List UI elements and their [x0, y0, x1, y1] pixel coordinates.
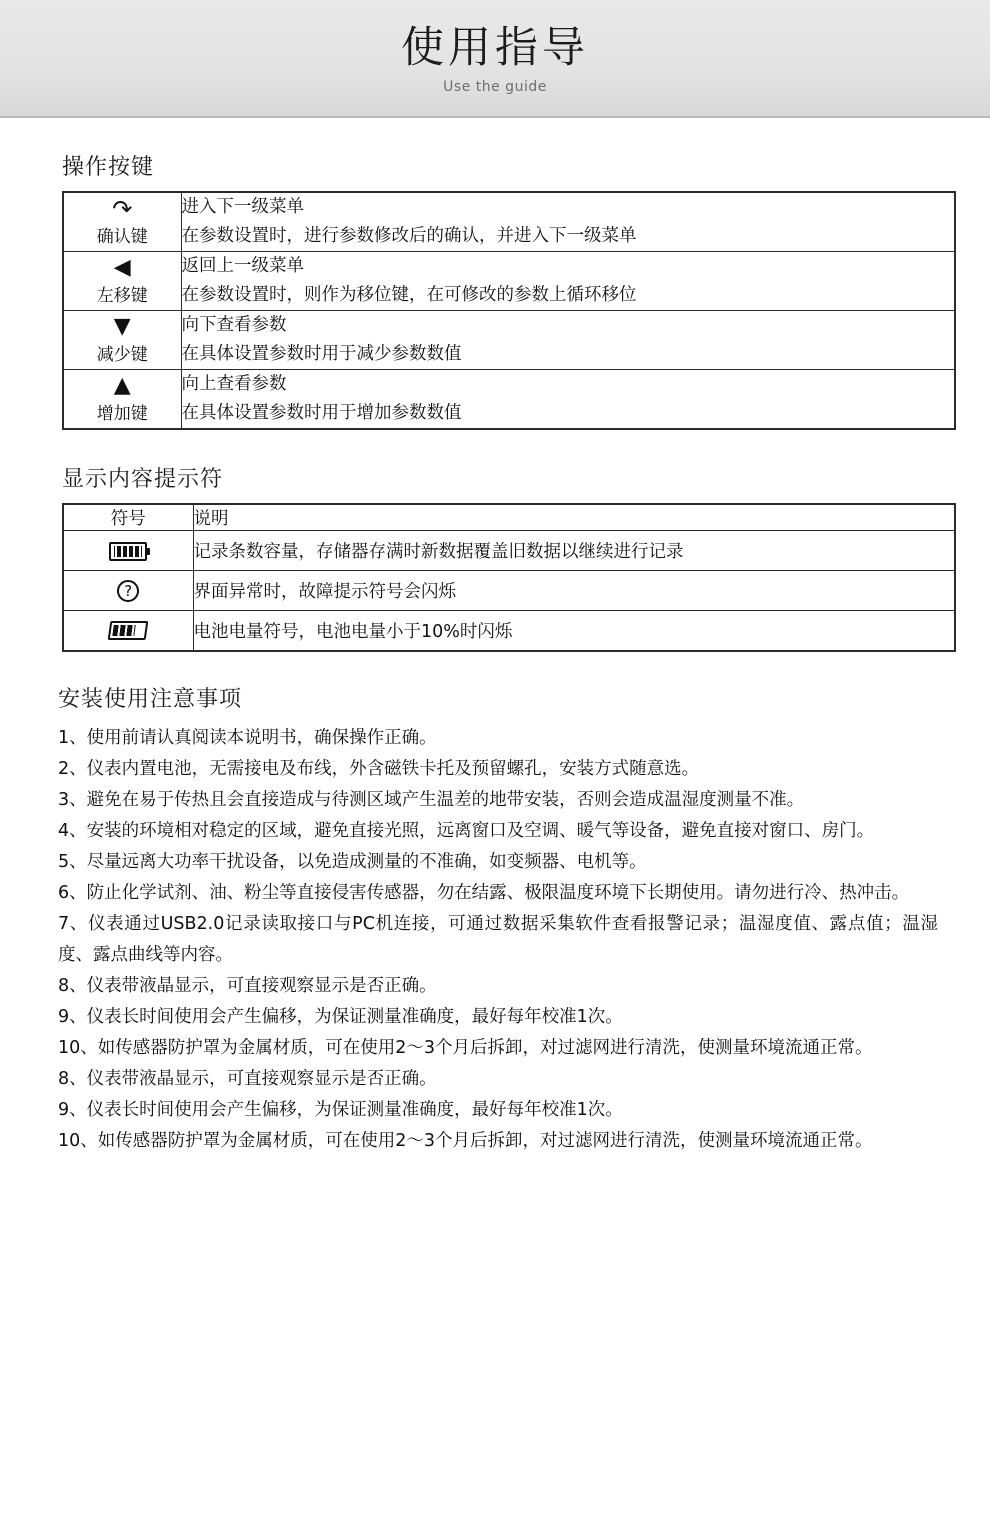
list-item: 5、尽量远离大功率干扰设备，以免造成测量的不准确，如变频器、电机等。 [58, 851, 647, 872]
list-item: 7、仪表通过USB2.0记录读取接口与PC机连接，可通过数据采集软件查看报警记录；温湿度值、露点值；温湿度、露点曲线等内容。 [58, 913, 938, 965]
enter-key-icon: ↷ [112, 195, 133, 223]
table-row [63, 370, 955, 430]
list-item: 9、仪表长时间使用会产生偏移，为保证测量准确度，最好每年校准1次。 [58, 1099, 623, 1120]
key-description-line: 进入下一级菜单 [181, 197, 304, 217]
display-symbols-table [62, 503, 956, 652]
page-title: 使用指导 [401, 23, 589, 74]
column-header-description: 说明 [193, 504, 955, 531]
section-title-symbols: 显示内容提示符 [62, 467, 224, 492]
key-description-up [181, 370, 955, 430]
battery-icon [108, 621, 149, 640]
key-description-line: 向上查看参数 [181, 374, 287, 394]
key-description-line: 向下查看参数 [181, 315, 287, 335]
list-item: 9、仪表长时间使用会产生偏移，为保证测量准确度，最好每年校准1次。 [58, 1006, 623, 1027]
list-item: 4、安装的环境相对稳定的区域，避免直接光照，远离窗口及空调、暖气等设备，避免直接对窗口、房门。 [58, 820, 875, 841]
page-body [0, 150, 990, 1157]
symbol-cell-memory [63, 531, 193, 571]
key-cell-down [63, 311, 181, 370]
operation-keys-table [62, 191, 956, 430]
symbol-cell-fault [63, 571, 193, 611]
key-description-line: 返回上一级菜单 [181, 256, 304, 276]
symbol-description: 记录条数容量，存储器存满时新数据覆盖旧数据以继续进行记录 [193, 531, 955, 571]
list-item: 2、仪表内置电池，无需接电及布线，外含磁铁卡托及预留螺孔，安装方式随意选。 [58, 758, 700, 779]
table-row [63, 611, 955, 651]
table-row [63, 311, 955, 370]
left-arrow-icon: ◀ [113, 255, 131, 280]
key-cell-up [63, 370, 181, 430]
key-description-left [181, 252, 955, 311]
key-cell-left [63, 252, 181, 311]
key-description-line: 在参数设置时，则作为移位键，在可修改的参数上循环移位 [181, 285, 637, 305]
table-header-row [63, 504, 955, 531]
key-label: 确认键 [96, 227, 148, 247]
page-subtitle: Use the guide [443, 78, 547, 95]
key-label: 增加键 [96, 404, 148, 424]
key-cell-enter [63, 192, 181, 252]
key-label: 减少键 [96, 345, 148, 365]
question-circle-icon: ? [117, 580, 139, 602]
key-description-down [181, 311, 955, 370]
installation-notes-list [48, 723, 942, 1157]
table-row [63, 531, 955, 571]
list-item: 1、使用前请认真阅读本说明书，确保操作正确。 [58, 727, 437, 748]
key-description-line: 在参数设置时，进行参数修改后的确认，并进入下一级菜单 [181, 226, 637, 246]
up-arrow-icon: ▲ [113, 373, 131, 398]
memory-bars-icon [109, 542, 147, 561]
list-item: 8、仪表带液晶显示，可直接观察显示是否正确。 [58, 975, 437, 996]
key-description-line: 在具体设置参数时用于增加参数数值 [181, 403, 462, 423]
table-row [63, 192, 955, 252]
list-item: 10、如传感器防护罩为金属材质，可在使用2～3个月后拆卸，对过滤网进行清洗，使测量环境流通正常。 [58, 1130, 873, 1151]
symbol-description: 电池电量符号，电池电量小于10%时闪烁 [193, 611, 955, 651]
key-label: 左移键 [96, 286, 148, 306]
page-header-banner [0, 0, 990, 118]
list-item: 6、防止化学试剂、油、粉尘等直接侵害传感器，勿在结露、极限温度环境下长期使用。请勿进行冷、热冲击。 [58, 882, 910, 903]
symbol-description: 界面异常时，故障提示符号会闪烁 [193, 571, 955, 611]
key-description-line: 在具体设置参数时用于减少参数数值 [181, 344, 462, 364]
list-item: 3、避免在易于传热且会直接造成与待测区域产生温差的地带安装，否则会造成温湿度测量不准。 [58, 789, 805, 810]
down-arrow-icon: ▼ [113, 314, 131, 339]
key-description-enter [181, 192, 955, 252]
table-row [63, 252, 955, 311]
table-row [63, 571, 955, 611]
list-item: 8、仪表带液晶显示，可直接观察显示是否正确。 [58, 1068, 437, 1089]
symbol-cell-battery [63, 611, 193, 651]
section-title-notes: 安装使用注意事项 [58, 686, 243, 712]
column-header-symbol: 符号 [63, 504, 193, 531]
list-item: 10、如传感器防护罩为金属材质，可在使用2～3个月后拆卸，对过滤网进行清洗，使测量环境流通正常。 [58, 1037, 873, 1058]
section-title-keys: 操作按键 [62, 155, 155, 180]
